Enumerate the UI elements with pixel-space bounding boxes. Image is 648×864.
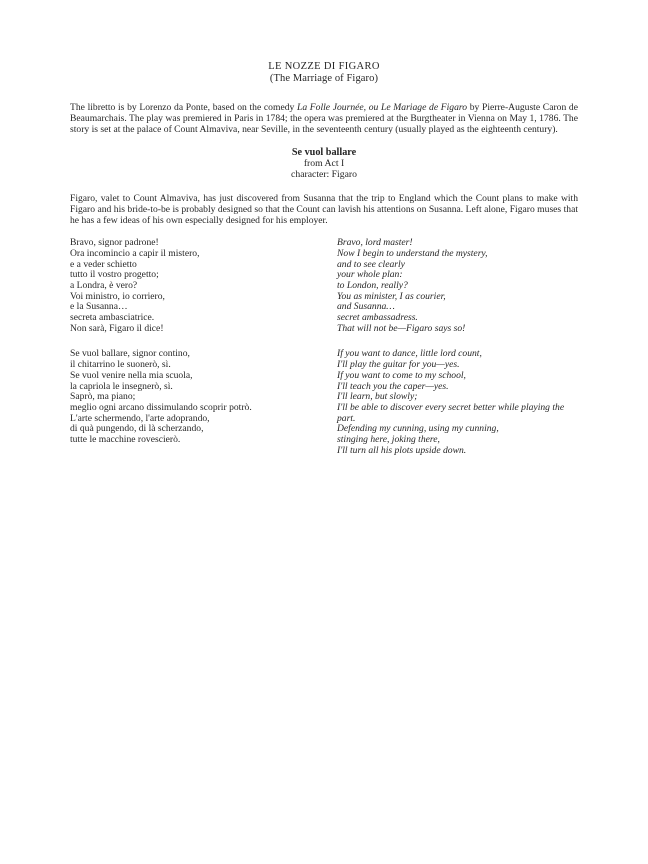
verse-line: If you want to come to my school, — [337, 369, 466, 381]
verse-line: meglio ogni arcano dissimulando scoprir potrò. — [70, 401, 252, 413]
opera-subtitle: (The Marriage of Figaro) — [269, 73, 379, 84]
intro-comedy-title: La Folle Journée, ou Le Mariage de Figaro — [296, 102, 468, 113]
verse-line: di quà pungendo, di là scherzando, — [70, 423, 204, 435]
verse-line: I'll turn all his plots upside down. — [337, 444, 467, 456]
verse-line: your whole plan: — [337, 269, 403, 281]
verse-line: I'll be able to discover every secret better while playing the part. — [337, 401, 565, 424]
aria-character: character: Figaro — [291, 169, 357, 181]
stanza-1 — [70, 238, 578, 334]
verse-line: You as minister, I as courier, — [337, 290, 446, 302]
aria-heading — [70, 147, 578, 181]
opera-title-block — [70, 61, 578, 85]
verse-line: That will not be—Figaro says so! — [337, 322, 466, 334]
opera-title: LE NOZZE DI FIGARO — [268, 61, 380, 72]
verse-line: Now I begin to understand the mystery, — [337, 247, 488, 259]
aria-context-paragraph: Figaro, valet to Count Almaviva, has just discovered from Susanna that the trip to England which the Count plans to make with Figaro and his bride-to-be is probably designed so that the Count can lavish his attentions on Susanna. Left alone, Figaro muses that he has a few ideas of his own especially designed for his employer. — [70, 192, 578, 226]
verse-line: and Susanna… — [337, 301, 395, 313]
verse-line: il chitarrino le suonerò, sì. — [70, 359, 171, 371]
verse-line: secreta ambasciatrice. — [70, 312, 155, 324]
verse-line: stinging here, joking there, — [337, 434, 440, 446]
verse-line: e la Susanna… — [70, 301, 128, 313]
verse-line: If you want to dance, little lord count, — [337, 348, 482, 360]
page-content — [70, 0, 578, 456]
stanza-2-english — [337, 349, 578, 456]
aria-act: from Act I — [303, 157, 345, 169]
verse-line: Non sarà, Figaro il dice! — [70, 322, 164, 334]
verse-line: Bravo, signor padrone! — [70, 237, 159, 249]
verse-line: secret ambassadress. — [337, 312, 418, 324]
verse-line: Defending my cunning, using my cunning, — [337, 423, 499, 435]
verse-line: Se vuol venire nella mia scuola, — [70, 369, 193, 381]
verse-line: L'arte schermendo, l'arte adoprando, — [70, 412, 210, 424]
verse-line: la capriola le insegnerò, sì. — [70, 380, 173, 392]
verse-line: Voi ministro, io corriero, — [70, 290, 165, 302]
stanza-2 — [70, 349, 578, 456]
verse-line: I'll teach you the caper—yes. — [337, 380, 449, 392]
verse-line: tutte le macchine rovescierò. — [70, 434, 181, 446]
intro-text-2: by Pierre-Auguste Caron de Beaumarchais. The play was premiered in Paris in 1784; the opera was premiered at the Burgtheater in Vienna on May 1, 1786. The story is set at the palace of Count Almaviva, near Seville, in the seventeenth century (usually played as the eighteenth century). — [70, 102, 578, 136]
stanza-1-english — [337, 238, 578, 334]
verse-line: Ora incomincio a capir il mistero, — [70, 247, 200, 259]
stanza-1-italian — [70, 238, 337, 334]
verse-line: and to see clearly — [337, 258, 405, 270]
verse-line: I'll play the guitar for you—yes. — [337, 359, 460, 371]
verse-line: a Londra, è vero? — [70, 279, 138, 291]
verse-line: to London, really? — [337, 279, 408, 291]
intro-text-1: The libretto is by Lorenzo da Ponte, based on the comedy — [70, 102, 297, 113]
stanza-2-italian — [70, 349, 337, 456]
verse-line: Se vuol ballare, signor contino, — [70, 348, 190, 360]
verse-line: Bravo, lord master! — [337, 237, 413, 249]
aria-title: Se vuol ballare — [291, 146, 357, 158]
verse-line: I'll learn, but slowly; — [337, 391, 418, 403]
libretto-intro-paragraph — [70, 102, 578, 136]
verse-line: e a veder schietto — [70, 258, 137, 270]
verse-line: tutto il vostro progetto; — [70, 269, 159, 281]
verse-section — [70, 238, 578, 456]
verse-line: Saprò, ma piano; — [70, 391, 136, 403]
